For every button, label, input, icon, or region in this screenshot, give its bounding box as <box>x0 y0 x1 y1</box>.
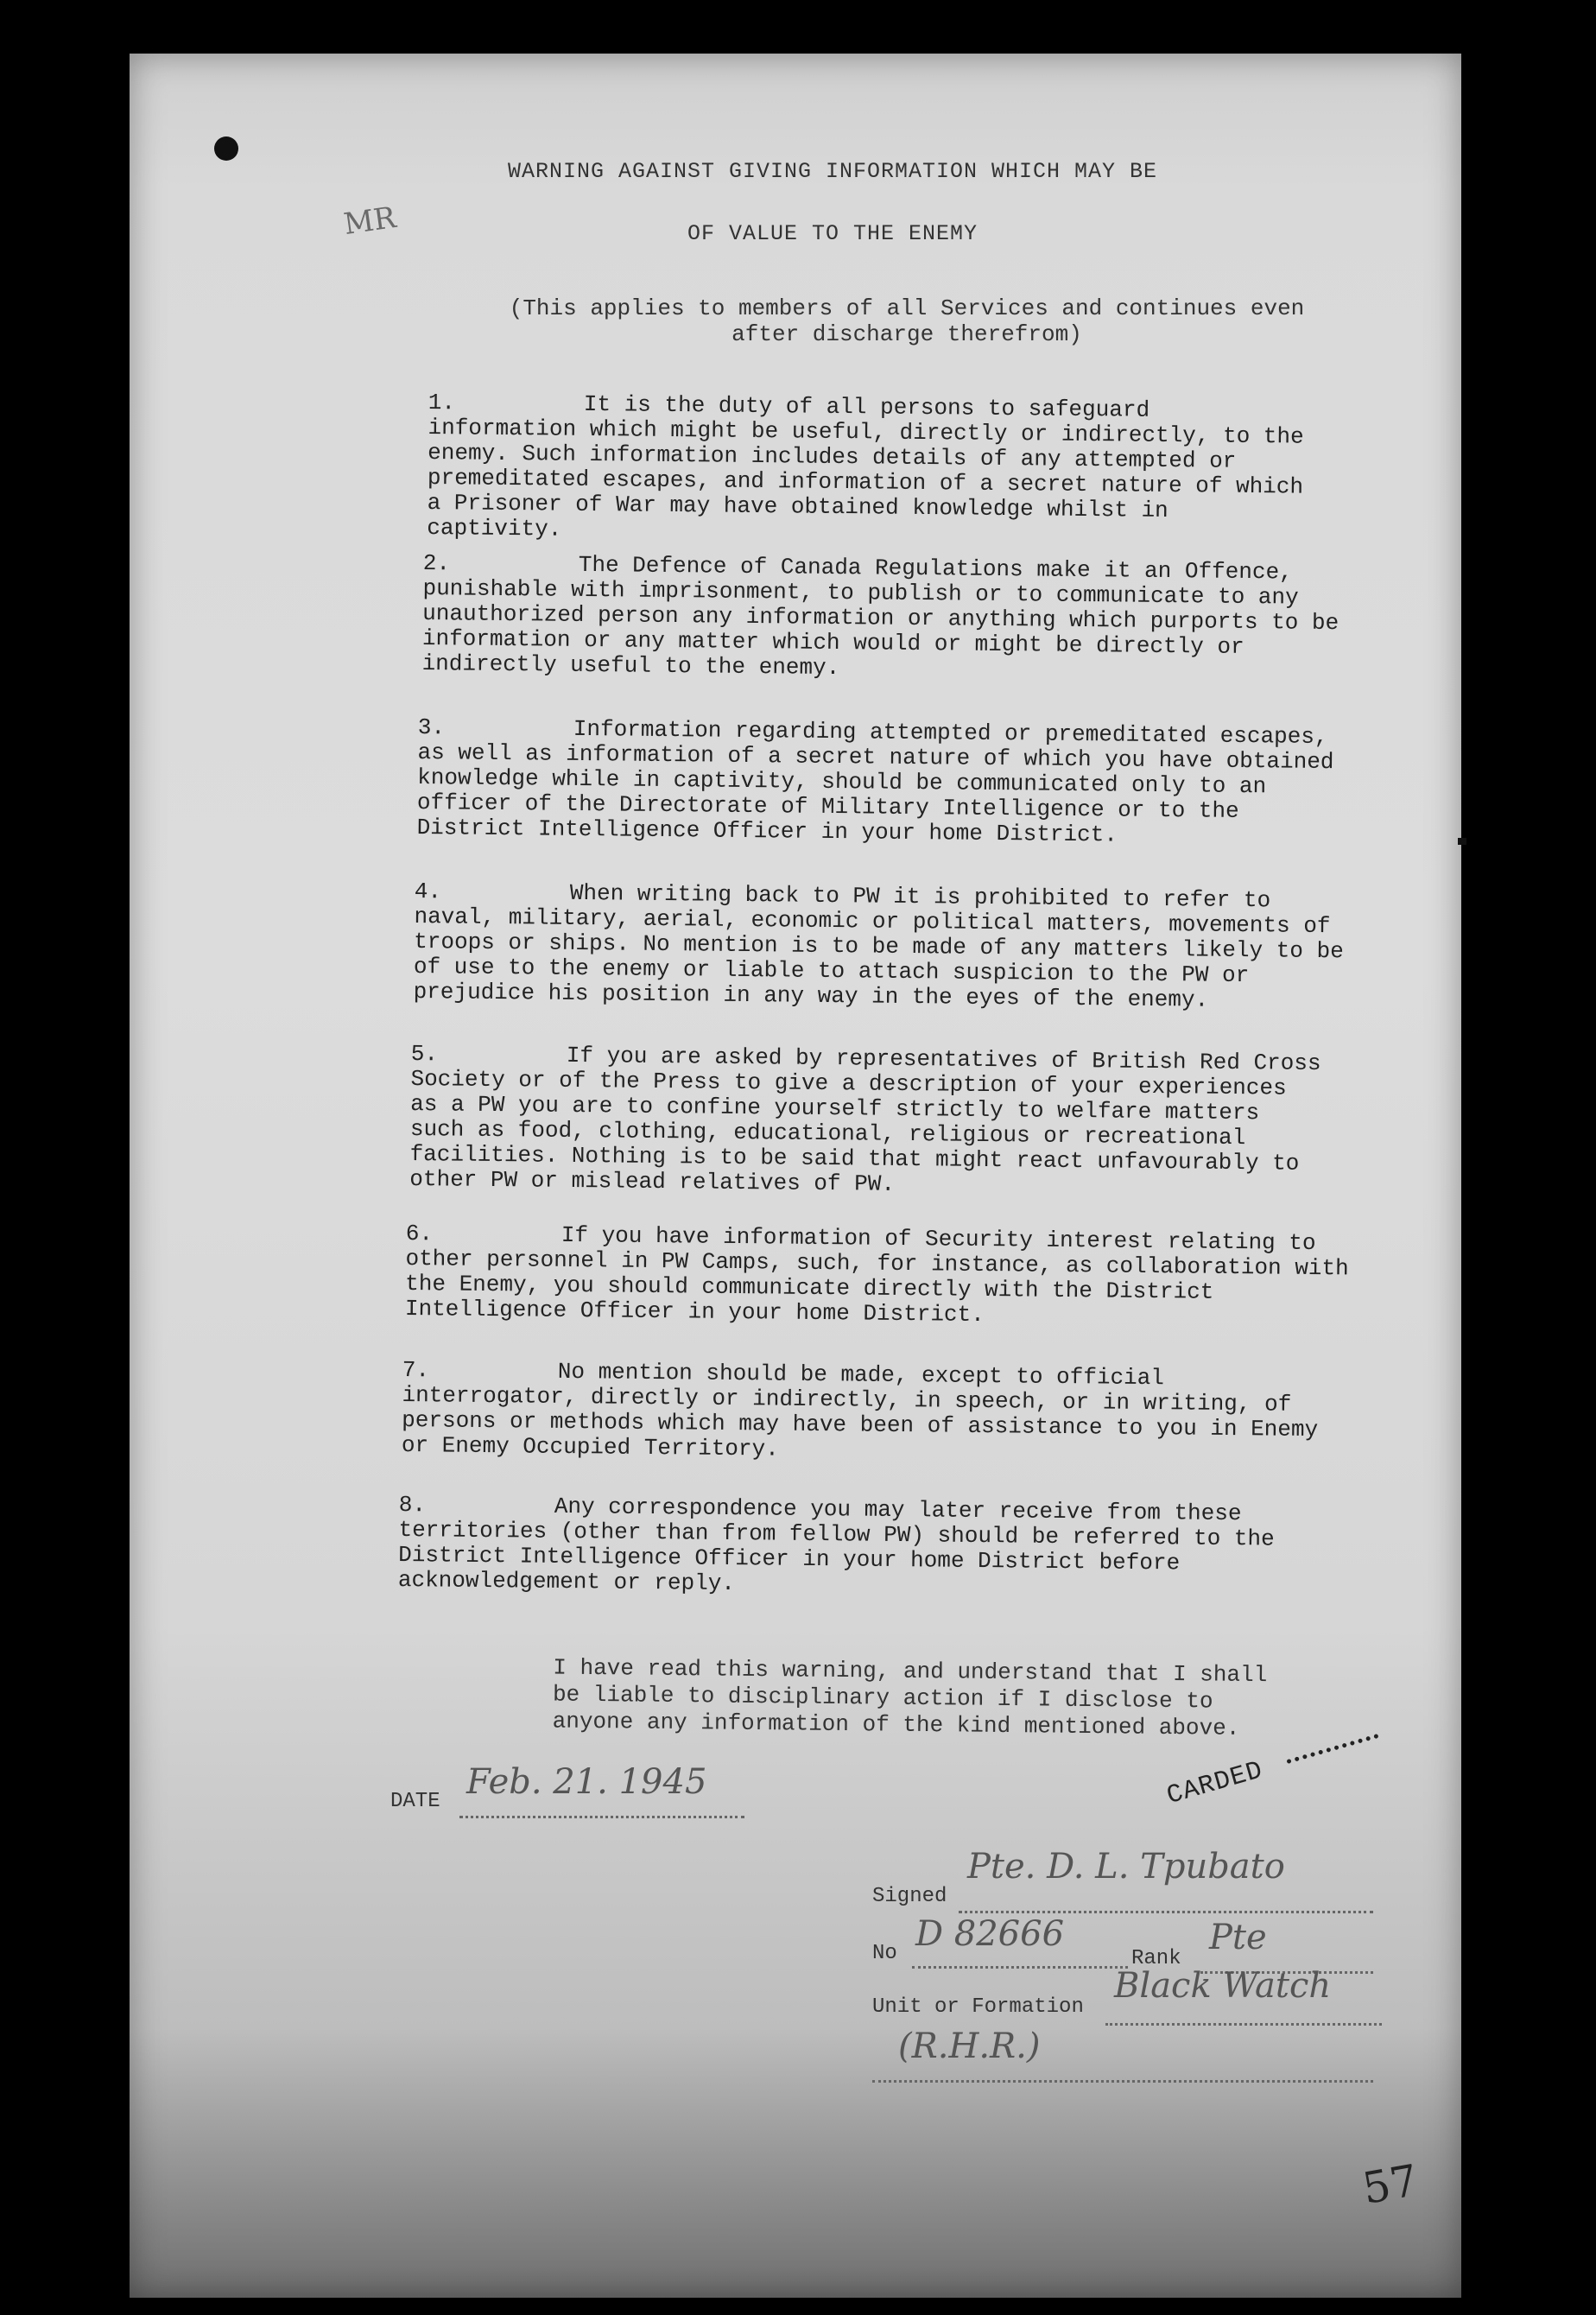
paragraph-text: No mention should be made, except to official interrogator, directly or indirectly, in speech, or in writing, of persons or methods which may have been of assistance to you in Enemy or Enemy Occupied Territory. <box>401 1358 1319 1462</box>
date-label: DATE <box>390 1790 440 1813</box>
paragraph-7 <box>402 1358 1352 1468</box>
paragraph-text: The Defence of Canada Regulations make it an Offence, punishable with imprisonment, to publish or to communicate to any unauthorized person any information or anything which purports to be information or any matter which would or might be directly or indirectly useful to the enemy. <box>421 551 1340 682</box>
document-title-line-2: OF VALUE TO THE ENEMY <box>687 221 978 246</box>
paragraph-3 <box>416 715 1358 850</box>
signature-dotted-line <box>959 1911 1373 1913</box>
paragraph-6 <box>405 1221 1365 1332</box>
paragraph-5 <box>409 1042 1327 1202</box>
unit-handwritten: Black Watch <box>1114 1966 1332 2006</box>
paragraph-text: If you are asked by representatives of British Red Cross Society or of the Press to give a description of your experiences as a PW you are to confine yourself strictly to welfare matters such as food, clothing, educational, religious or recreational facilities. Nothing is to be said that might react unfavourably to other PW or mislead relatives of PW. <box>409 1042 1321 1197</box>
paragraph-text: When writing back to PW it is prohibited to refer to naval, military, aerial, economic or political matters, movements of troops or ships. No mention is to be made of any matters likely to be of use to the enemy or liable to attach suspicion to the PW or prejudice his position in any way in the eyes of the enemy. <box>413 879 1344 1013</box>
paragraph-2 <box>421 551 1381 687</box>
paragraph-number: 1. <box>428 390 456 416</box>
paragraph-text: Any correspondence you may later receive from these territories (other than from fellow PW) should be referred to the District Intelligence Officer in your home District before acknowledgement or reply. <box>397 1493 1275 1597</box>
paragraph-number: 2. <box>422 550 451 577</box>
unit-dotted-line <box>1105 2023 1382 2026</box>
unit-label: Unit or Formation <box>872 1995 1084 2019</box>
service-number-handwritten: D 82666 <box>915 1914 1065 1954</box>
carded-stamp: CARDED <box>1163 1755 1267 1812</box>
edge-mark <box>1458 838 1466 845</box>
document-subtitle <box>484 295 1330 347</box>
paragraph-text: If you have information of Security interest relating to other personnel in PW Camps, such, for instance, as collaboration with the Enemy, you should communicate directly with the District Intelligence Officer in your home District. <box>404 1221 1349 1329</box>
paragraph-number: 5. <box>410 1041 439 1068</box>
service-number-dotted-line <box>912 1966 1128 1969</box>
paragraph-8 <box>398 1493 1349 1603</box>
rank-handwritten: Pte <box>1209 1918 1267 1957</box>
punch-hole <box>214 136 238 161</box>
declaration-statement: I have read this warning, and understand that I shall be liable to disciplinary action if I disclose to anyone any information of the kind mentioned above. <box>552 1654 1268 1741</box>
subtitle-line-2: after discharge therefrom) <box>732 321 1082 347</box>
paragraph-number: 8. <box>398 1492 427 1519</box>
signature-handwritten: Pte. D. L. Tpubato <box>967 1847 1285 1887</box>
signed-label: Signed <box>872 1885 947 1908</box>
paragraph-text: It is the duty of all persons to safeguard information which might be useful, directly or indirectly, to the enemy. Such information includes details of any attempted or premeditated escapes, and information of a secret nature of which a Prisoner of War may have obtained knowledge whilst in captivity. <box>427 390 1304 542</box>
unit-dotted-line-2 <box>872 2080 1373 2083</box>
paragraph-number: 4. <box>414 878 442 905</box>
date-dotted-line <box>459 1816 744 1818</box>
date-handwritten: Feb. 21. 1945 <box>466 1762 707 1802</box>
paragraph-4 <box>413 879 1355 1014</box>
page-number: 57 <box>1358 2154 1422 2215</box>
paragraph-number: 6. <box>405 1221 434 1247</box>
paragraph-text: Information regarding attempted or premeditated escapes, as well as information of a secret nature of which you have obtained knowledge while in captivity, should be communicated only to an officer of the Directorate of Military Intelligence or to the District Intelligence Officer in your home District. <box>416 715 1334 848</box>
service-number-label: No <box>872 1942 897 1965</box>
unit-handwritten-2: (R.H.R.) <box>898 2026 1041 2066</box>
subtitle-line-1: (This applies to members of all Services and continues even <box>509 295 1305 321</box>
document-title-line-1: WARNING AGAINST GIVING INFORMATION WHICH MAY BE <box>507 159 1158 184</box>
paragraph-1 <box>427 390 1309 550</box>
margin-initials: MR <box>341 200 398 243</box>
rank-label: Rank <box>1131 1947 1181 1970</box>
paragraph-number: 7. <box>402 1357 430 1384</box>
paragraph-number: 3. <box>417 714 446 741</box>
